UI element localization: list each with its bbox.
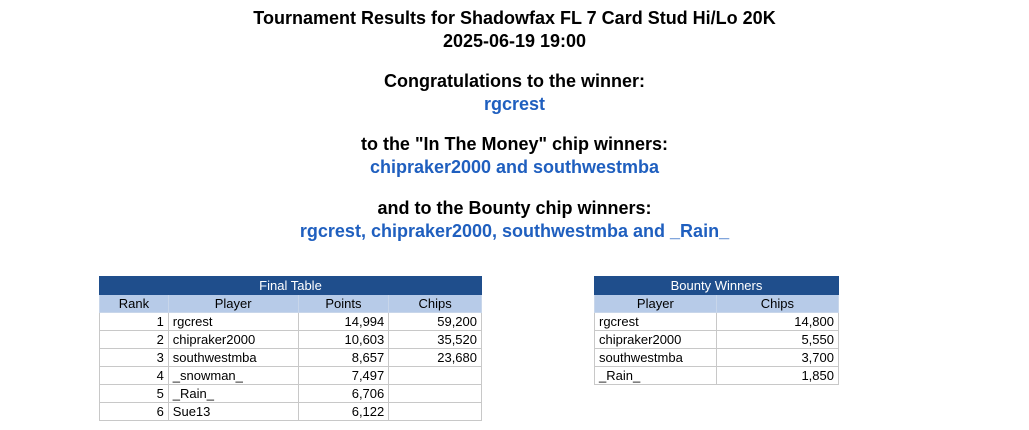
player-cell: rgcrest: [168, 313, 298, 331]
final-table-title: Final Table: [100, 277, 482, 295]
rank-cell: 5: [100, 385, 169, 403]
congrats-label: Congratulations to the winner:: [384, 71, 645, 91]
col-header-player: Player: [595, 295, 717, 313]
table-row: [100, 385, 482, 403]
col-header-rank: Rank: [100, 295, 169, 313]
player-cell: _Rain_: [168, 385, 298, 403]
player-cell: rgcrest: [595, 313, 717, 331]
chips-cell: [389, 367, 482, 385]
table-row: [100, 349, 482, 367]
bounty-winners: rgcrest, chipraker2000, southwestmba and _Rain_: [299, 221, 730, 241]
col-header-player: Player: [168, 295, 298, 313]
bounty-label: and to the Bounty chip winners:: [377, 198, 652, 218]
bounty-table-title: Bounty Winners: [595, 277, 839, 295]
player-cell: southwestmba: [168, 349, 298, 367]
chips-cell: 23,680: [389, 349, 482, 367]
player-cell: chipraker2000: [168, 331, 298, 349]
chips-cell: 5,550: [716, 331, 838, 349]
chips-cell: 59,200: [389, 313, 482, 331]
table-row: [100, 331, 482, 349]
player-cell: _Rain_: [595, 367, 717, 385]
points-cell: 8,657: [298, 349, 389, 367]
table-row: [595, 349, 839, 367]
rank-cell: 2: [100, 331, 169, 349]
rank-cell: 4: [100, 367, 169, 385]
col-header-points: Points: [298, 295, 389, 313]
chips-cell: [389, 403, 482, 421]
points-cell: 14,994: [298, 313, 389, 331]
table-row: [100, 367, 482, 385]
col-header-chips: Chips: [389, 295, 482, 313]
rank-cell: 6: [100, 403, 169, 421]
winner-name: rgcrest: [483, 94, 546, 114]
itm-label: to the "In The Money" chip winners:: [360, 134, 669, 154]
col-header-chips: Chips: [716, 295, 838, 313]
final-table: [99, 276, 482, 421]
player-cell: southwestmba: [595, 349, 717, 367]
chips-cell: [389, 385, 482, 403]
chips-cell: 35,520: [389, 331, 482, 349]
itm-winners: chipraker2000 and southwestmba: [369, 157, 660, 177]
rank-cell: 1: [100, 313, 169, 331]
chips-cell: 1,850: [716, 367, 838, 385]
chips-cell: 14,800: [716, 313, 838, 331]
page-title: Tournament Results for Shadowfax FL 7 Card Stud Hi/Lo 20K: [253, 8, 776, 28]
bounty-table: [594, 276, 839, 385]
points-cell: 7,497: [298, 367, 389, 385]
player-cell: chipraker2000: [595, 331, 717, 349]
chips-cell: 3,700: [716, 349, 838, 367]
table-row: [595, 367, 839, 385]
points-cell: 10,603: [298, 331, 389, 349]
points-cell: 6,706: [298, 385, 389, 403]
rank-cell: 3: [100, 349, 169, 367]
table-row: [595, 313, 839, 331]
table-row: [100, 313, 482, 331]
table-row: [595, 331, 839, 349]
player-cell: Sue13: [168, 403, 298, 421]
points-cell: 6,122: [298, 403, 389, 421]
tournament-datetime: 2025-06-19 19:00: [442, 31, 587, 51]
player-cell: _snowman_: [168, 367, 298, 385]
table-row: [100, 403, 482, 421]
